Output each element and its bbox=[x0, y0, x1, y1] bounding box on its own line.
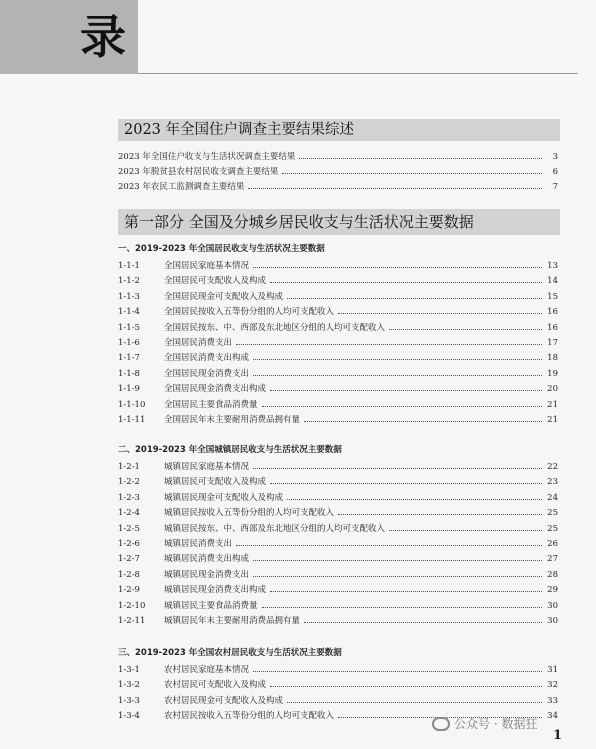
entry-page: 3 bbox=[552, 152, 558, 162]
dot-leader bbox=[253, 259, 542, 268]
entry-page: 26 bbox=[547, 539, 558, 549]
toc-entry[interactable] bbox=[118, 678, 558, 692]
entry-title: 2023 年农民工监测调查主要结果 bbox=[118, 182, 245, 192]
entry-title: 城镇居民年末主要耐用消费品拥有量 bbox=[164, 616, 301, 626]
entry-title: 农村居民现金可支配收入及构成 bbox=[164, 695, 284, 706]
dot-leader bbox=[389, 321, 542, 330]
entry-page: 24 bbox=[547, 492, 558, 503]
group-title: 一、2019-2023 年全国居民收支与生活状况主要数据 bbox=[118, 244, 325, 254]
entry-number: 1-2-8 bbox=[118, 569, 140, 580]
toc-entry[interactable] bbox=[118, 305, 558, 319]
dot-leader bbox=[338, 506, 542, 515]
entry-number: 1-2-9 bbox=[118, 585, 140, 596]
entry-page: 28 bbox=[547, 569, 558, 580]
entry-title: 全国居民消费支出构成 bbox=[164, 353, 250, 364]
toc-entry[interactable] bbox=[118, 460, 558, 474]
entry-page: 20 bbox=[547, 384, 558, 395]
toc-entry[interactable] bbox=[118, 290, 558, 304]
entry-page: 25 bbox=[547, 523, 558, 534]
entry-title: 城镇居民家庭基本情况 bbox=[164, 462, 250, 472]
summary-section-title: 2023 年全国住户调查主要结果综述 bbox=[118, 119, 560, 141]
toc-entry[interactable] bbox=[118, 150, 558, 164]
dot-leader bbox=[253, 351, 542, 360]
entry-number: 1-2-6 bbox=[118, 539, 140, 549]
dot-leader bbox=[253, 663, 542, 672]
entry-title: 全国居民现金消费支出 bbox=[164, 368, 250, 379]
toc-entry[interactable] bbox=[118, 259, 558, 273]
entry-page: 16 bbox=[547, 322, 558, 333]
entry-page: 25 bbox=[547, 508, 558, 519]
entry-title: 城镇居民按东、中、西部及东北地区分组的人均可支配收入 bbox=[164, 523, 386, 534]
watermark-text: 公众号 · 数据狂 bbox=[454, 717, 538, 731]
toc-entry[interactable] bbox=[118, 506, 558, 520]
entry-title: 全国居民现金消费支出构成 bbox=[164, 384, 267, 395]
entry-page: 30 bbox=[547, 600, 558, 611]
entry-number: 1-2-11 bbox=[118, 616, 146, 626]
page-number: 1 bbox=[553, 728, 563, 743]
entry-number: 1-3-3 bbox=[118, 695, 140, 706]
entry-number: 1-1-7 bbox=[118, 353, 140, 364]
entry-page: 19 bbox=[547, 368, 558, 379]
toc-entry[interactable] bbox=[118, 165, 558, 179]
dot-leader bbox=[262, 398, 542, 407]
entry-page: 21 bbox=[547, 399, 558, 410]
dot-leader bbox=[270, 678, 542, 687]
toc-entry[interactable] bbox=[118, 614, 558, 628]
entry-title: 全国居民按东、中、西部及东北地区分组的人均可支配收入 bbox=[164, 322, 386, 333]
entry-page: 29 bbox=[547, 585, 558, 596]
entry-title: 全国居民主要食品消费量 bbox=[164, 399, 258, 410]
watermark bbox=[432, 715, 537, 732]
entry-page: 18 bbox=[547, 353, 558, 364]
toc-entry[interactable] bbox=[118, 274, 558, 288]
entry-title: 城镇居民按收入五等份分组的人均可支配收入 bbox=[164, 508, 335, 519]
toc-entry[interactable] bbox=[118, 568, 558, 582]
entry-number: 1-2-2 bbox=[118, 477, 140, 488]
entry-page: 22 bbox=[547, 462, 558, 472]
dot-leader bbox=[253, 568, 542, 577]
entry-title: 农村居民可支配收入及构成 bbox=[164, 680, 267, 691]
entry-page: 27 bbox=[547, 554, 558, 565]
entry-title: 城镇居民现金可支配收入及构成 bbox=[164, 492, 284, 503]
dot-leader bbox=[262, 599, 542, 608]
entry-page: 14 bbox=[547, 276, 558, 287]
entry-number: 1-1-10 bbox=[118, 399, 146, 410]
dot-leader bbox=[287, 694, 542, 703]
entry-page: 7 bbox=[552, 182, 558, 192]
entry-number: 1-1-4 bbox=[118, 307, 140, 318]
entry-number: 1-1-2 bbox=[118, 276, 140, 287]
entry-title: 农村居民按收入五等份分组的人均可支配收入 bbox=[164, 711, 335, 722]
entry-page: 16 bbox=[547, 307, 558, 318]
entry-title: 全国居民现金可支配收入及构成 bbox=[164, 291, 284, 302]
entry-title: 城镇居民消费支出构成 bbox=[164, 554, 250, 565]
dot-leader bbox=[282, 165, 542, 174]
toc-entry[interactable] bbox=[118, 180, 558, 194]
dot-leader bbox=[270, 382, 542, 391]
entry-number: 1-2-10 bbox=[118, 600, 146, 611]
entry-page: 21 bbox=[547, 415, 558, 425]
dot-leader bbox=[236, 336, 542, 345]
dot-leader bbox=[304, 413, 542, 422]
entry-number: 1-1-11 bbox=[118, 415, 146, 425]
entry-page: 23 bbox=[547, 477, 558, 488]
entry-number: 1-1-6 bbox=[118, 338, 140, 348]
entry-number: 1-1-5 bbox=[118, 322, 140, 333]
dot-leader bbox=[299, 150, 542, 159]
entry-number: 1-2-4 bbox=[118, 508, 140, 519]
dot-leader bbox=[338, 305, 542, 314]
entry-title: 全国居民年末主要耐用消费品拥有量 bbox=[164, 415, 301, 425]
part1-section-title: 第一部分 全国及分城乡居民收支与生活状况主要数据 bbox=[118, 209, 560, 235]
group-title: 三、2019-2023 年全国农村居民收支与生活状况主要数据 bbox=[118, 648, 342, 658]
entry-number: 1-3-2 bbox=[118, 680, 140, 691]
entry-page: 6 bbox=[552, 167, 558, 177]
toc-entry[interactable] bbox=[118, 367, 558, 381]
toc-entry[interactable] bbox=[118, 694, 558, 708]
toc-entry[interactable] bbox=[118, 321, 558, 335]
entry-number: 1-2-3 bbox=[118, 492, 140, 503]
toc-entry[interactable] bbox=[118, 475, 558, 489]
toc-entry[interactable] bbox=[118, 522, 558, 536]
toc-heading-char: 录 bbox=[80, 10, 126, 64]
dot-leader bbox=[236, 537, 542, 546]
entry-title: 全国居民消费支出 bbox=[164, 338, 233, 348]
toc-entry[interactable] bbox=[118, 491, 558, 505]
toc-entry[interactable] bbox=[118, 663, 558, 677]
dot-leader bbox=[253, 460, 542, 469]
entry-number: 1-1-8 bbox=[118, 368, 140, 379]
entry-title: 农村居民家庭基本情况 bbox=[164, 665, 250, 675]
entry-number: 1-2-1 bbox=[118, 462, 140, 472]
entry-page: 31 bbox=[547, 665, 558, 675]
toc-entry[interactable] bbox=[118, 351, 558, 365]
dot-leader bbox=[270, 274, 542, 283]
entry-page: 32 bbox=[547, 680, 558, 691]
entry-title: 城镇居民主要食品消费量 bbox=[164, 600, 258, 611]
entry-number: 1-3-4 bbox=[118, 711, 140, 722]
entry-title: 全国居民家庭基本情况 bbox=[164, 261, 250, 271]
dot-leader bbox=[389, 522, 542, 531]
toc-entry[interactable] bbox=[118, 552, 558, 566]
entry-title: 城镇居民消费支出 bbox=[164, 539, 233, 549]
entry-title: 全国居民可支配收入及构成 bbox=[164, 276, 267, 287]
dot-leader bbox=[287, 290, 542, 299]
dot-leader bbox=[270, 475, 542, 484]
entry-title: 城镇居民可支配收入及构成 bbox=[164, 477, 267, 488]
toc-entry[interactable] bbox=[118, 382, 558, 396]
dot-leader bbox=[248, 180, 542, 189]
toc-entry[interactable] bbox=[118, 413, 558, 427]
toc-entry[interactable] bbox=[118, 599, 558, 613]
entry-title: 全国居民按收入五等份分组的人均可支配收入 bbox=[164, 307, 335, 318]
entry-number: 1-1-1 bbox=[118, 261, 140, 271]
entry-page: 33 bbox=[547, 695, 558, 706]
entry-page: 34 bbox=[547, 711, 558, 722]
entry-number: 1-2-7 bbox=[118, 554, 140, 565]
entry-page: 17 bbox=[547, 338, 558, 348]
dot-leader bbox=[287, 491, 542, 500]
dot-leader bbox=[304, 614, 542, 623]
toc-entry[interactable] bbox=[118, 583, 558, 597]
entry-title: 2023 年脱贫县农村居民收支调查主要结果 bbox=[118, 167, 279, 177]
entry-number: 1-3-1 bbox=[118, 665, 140, 675]
top-rule bbox=[138, 73, 578, 74]
entry-title: 2023 年全国住户收支与生活状况调查主要结果 bbox=[118, 152, 296, 162]
dot-leader bbox=[270, 583, 542, 592]
dot-leader bbox=[253, 552, 542, 561]
entry-page: 15 bbox=[547, 291, 558, 302]
toc-entry[interactable] bbox=[118, 336, 558, 350]
entry-title: 城镇居民现金消费支出 bbox=[164, 569, 250, 580]
dot-leader bbox=[253, 367, 542, 376]
group-title: 二、2019-2023 年全国城镇居民收支与生活状况主要数据 bbox=[118, 445, 342, 455]
chat-bubble-icon bbox=[432, 717, 450, 731]
entry-number: 1-2-5 bbox=[118, 523, 140, 534]
entry-number: 1-1-9 bbox=[118, 384, 140, 395]
entry-title: 城镇居民现金消费支出构成 bbox=[164, 585, 267, 596]
toc-entry[interactable] bbox=[118, 398, 558, 412]
entry-page: 13 bbox=[547, 261, 558, 271]
entry-page: 30 bbox=[547, 616, 558, 626]
entry-number: 1-1-3 bbox=[118, 291, 140, 302]
toc-entry[interactable] bbox=[118, 537, 558, 551]
